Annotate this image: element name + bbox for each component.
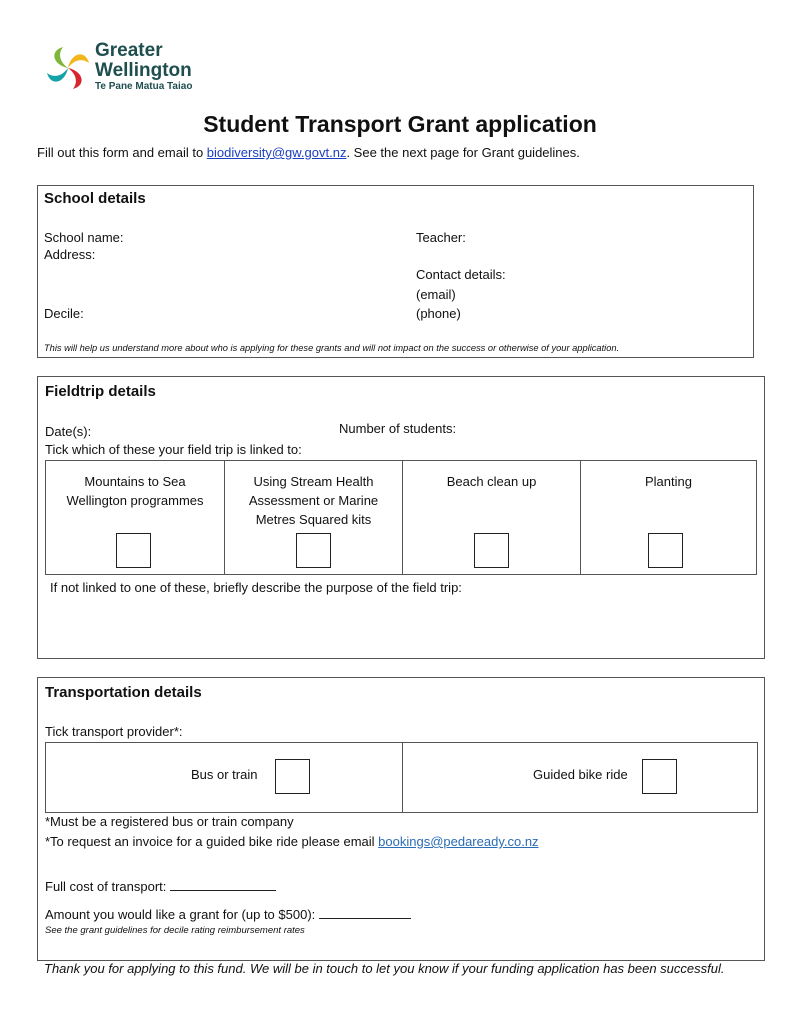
email-link[interactable]: biodiversity@gw.govt.nz [206, 145, 347, 160]
option-stream-health [224, 461, 402, 574]
options-table [45, 460, 757, 575]
invoice-note-text: *To request an invoice for a guided bike ride please email [45, 834, 379, 849]
full-cost-line[interactable] [170, 890, 276, 891]
checkbox[interactable] [296, 533, 331, 568]
logo-line2: Wellington [95, 60, 192, 81]
decile-label[interactable]: Decile: [44, 306, 84, 321]
full-cost-field[interactable] [45, 879, 276, 894]
email-label[interactable]: (email) [416, 287, 456, 302]
school-name-label[interactable]: School name: [44, 230, 124, 245]
logo-swirl-icon [43, 43, 93, 93]
section-heading: School details [44, 190, 146, 207]
guidelines-note: See the grant guidelines for decile rating reimbursement rates [45, 925, 305, 936]
checkbox[interactable] [116, 533, 151, 568]
school-note: This will help us understand more about who is applying for these grants and will not impact on the success or otherwise of your application. [44, 343, 620, 353]
checkbox[interactable] [648, 533, 683, 568]
option-label: Planting [645, 474, 692, 489]
bus-train-checkbox[interactable] [275, 759, 310, 794]
bike-ride-checkbox[interactable] [642, 759, 677, 794]
school-details-section [37, 185, 754, 358]
tick-provider-label: Tick transport provider*: [45, 724, 183, 739]
option-label: Using Stream Health [253, 474, 374, 489]
invoice-note [45, 834, 539, 849]
checkbox[interactable] [474, 533, 509, 568]
amount-field[interactable] [45, 907, 411, 922]
intro-before: Fill out this form and email to [37, 145, 207, 160]
option-label: Mountains to Sea [84, 474, 186, 489]
option-planting [580, 461, 756, 574]
phone-label[interactable]: (phone) [416, 306, 461, 321]
bike-ride-label: Guided bike ride [533, 767, 628, 782]
registered-note: *Must be a registered bus or train company [45, 814, 294, 829]
section-heading: Fieldtrip details [45, 383, 156, 400]
logo-line3: Te Pane Matua Taiao [95, 81, 193, 92]
option-label: Beach clean up [446, 474, 537, 489]
intro-after: . See the next page for Grant guidelines. [346, 145, 580, 160]
footer-thanks: Thank you for applying to this fund. We will be in touch to let you know if your funding application has been successful. [44, 961, 725, 976]
contact-label: Contact details: [416, 267, 506, 282]
bus-train-label: Bus or train [191, 767, 258, 782]
divider [402, 743, 403, 812]
fieldtrip-details-section [37, 376, 765, 659]
option-label: Assessment or Marine [248, 493, 379, 508]
address-label[interactable]: Address: [44, 247, 96, 262]
bookings-email-link[interactable]: bookings@pedaready.co.nz [378, 834, 539, 849]
page-title: Student Transport Grant application [203, 111, 597, 137]
dates-label[interactable]: Date(s): [45, 424, 92, 439]
option-beach-clean-up [402, 461, 580, 574]
section-heading: Transportation details [45, 684, 202, 701]
amount-label: Amount you would like a grant for (up to $500): [45, 907, 316, 922]
option-label: Wellington programmes [66, 493, 204, 508]
students-label[interactable]: Number of students: [339, 421, 457, 436]
tick-instruction: Tick which of these your field trip is linked to: [45, 442, 302, 457]
teacher-label[interactable]: Teacher: [416, 230, 466, 245]
option-mountains-to-sea [45, 461, 224, 574]
amount-line[interactable] [319, 918, 411, 919]
describe-label[interactable]: If not linked to one of these, briefly describe the purpose of the field trip: [50, 580, 462, 595]
intro-text [37, 145, 580, 160]
logo-line1: Greater [95, 40, 163, 61]
option-label: Metres Squared kits [255, 512, 372, 527]
full-cost-label: Full cost of transport: [45, 879, 167, 894]
logo [43, 40, 193, 96]
provider-table [45, 742, 758, 813]
transportation-details-section [37, 677, 765, 961]
